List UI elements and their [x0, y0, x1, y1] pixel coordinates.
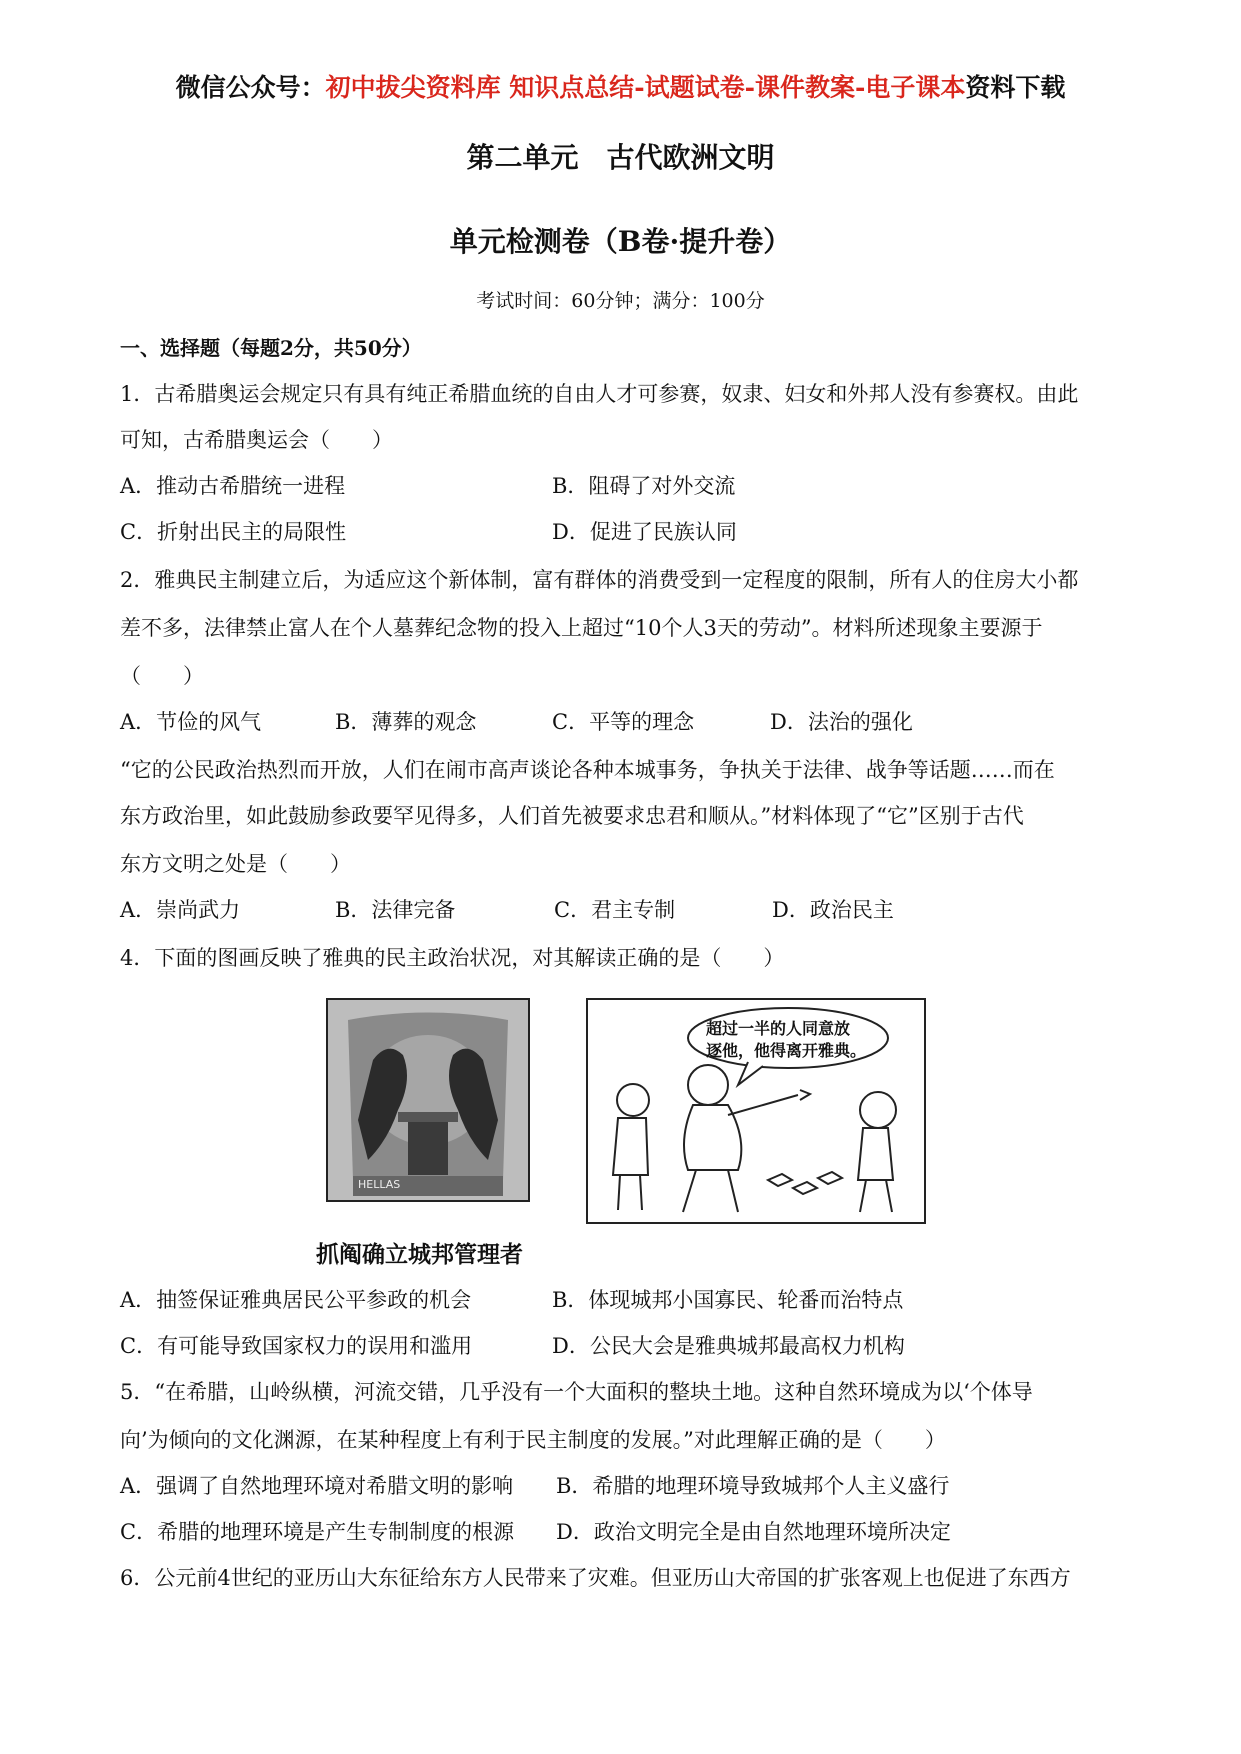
q2-line-1: 2．雅典民主制建立后，为适应这个新体制，富有群体的消费受到一定程度的限制，所有人的住房大小都: [120, 568, 1079, 592]
q2-option-c[interactable]: C．平等的理念: [552, 710, 695, 734]
vase-label: HELLAS: [358, 1178, 401, 1191]
q3-line-2: 东方政治里，如此鼓励参政要罕见得多，人们首先被要求忠君和顺从。”材料体现了“它”区别于古代: [120, 804, 1024, 828]
q5-option-c[interactable]: C．希腊的地理环境是产生专制制度的根源: [120, 1520, 515, 1544]
q2-line-3: （ ）: [120, 664, 204, 688]
section-title: 一、选择题（每题2分，共50分）: [120, 336, 422, 360]
q1-option-d[interactable]: D．促进了民族认同: [552, 520, 737, 544]
page-header: [0, 68, 1241, 104]
q3-line-1: “它的公民政治热烈而开放，人们在闹市高声谈论各种本城事务，争执关于法律、战争等话题……而在: [120, 758, 1055, 782]
q2-option-a[interactable]: A．节俭的风气: [120, 710, 262, 734]
q3-option-d[interactable]: D．政治民主: [772, 898, 894, 922]
q1-option-a[interactable]: A．推动古希腊统一进程: [120, 474, 346, 498]
q1-line-1: 1．古希腊奥运会规定只有具有纯正希腊血统的自由人才可参赛，奴隶、妇女和外邦人没有参赛权。由此: [120, 382, 1079, 406]
q5-option-b[interactable]: B．希腊的地理环境导致城邦个人主义盛行: [556, 1474, 950, 1498]
exam-title: 单元检测卷（B卷·提升卷）: [449, 225, 792, 258]
q3-option-b[interactable]: B．法律完备: [335, 898, 456, 922]
q5-option-d[interactable]: D．政治文明完全是由自然地理环境所决定: [556, 1520, 951, 1544]
vase-caption: 抓阄确立城邦管理者: [316, 1242, 523, 1268]
q4-option-a[interactable]: A．抽签保证雅典居民公平参政的机会: [120, 1288, 472, 1312]
header-highlight[interactable]: 初中拔尖资料库 知识点总结-试题试卷-课件教案-电子课本: [325, 73, 966, 102]
q5-line-1: 5．“在希腊，山岭纵横，河流交错，几乎没有一个大面积的整块土地。这种自然环境成为以‘个体导: [120, 1380, 1033, 1404]
cartoon-bubble-line-2: 逐他，他得离开雅典。: [706, 1041, 867, 1060]
q4-option-c[interactable]: C．有可能导致国家权力的误用和滥用: [120, 1334, 473, 1358]
q1-line-2: 可知，古希腊奥运会（ ）: [120, 428, 393, 452]
unit-title: 第二单元 古代欧洲文明: [466, 141, 775, 174]
vase-drawing: [328, 1000, 528, 1200]
q2-option-b[interactable]: B．薄葬的观念: [335, 710, 477, 734]
q6-line-1: 6．公元前4世纪的亚历山大东征给东方人民带来了灾难。但亚历山大帝国的扩张客观上也促进了东西方: [120, 1566, 1071, 1590]
q3-line-3: 东方文明之处是（ ）: [120, 852, 351, 876]
vase-image: [326, 998, 530, 1202]
q3-option-a[interactable]: A．崇尚武力: [120, 898, 241, 922]
exam-meta: 考试时间：60分钟；满分：100分: [476, 290, 765, 312]
q2-line-2: 差不多，法律禁止富人在个人墓葬纪念物的投入上超过“10个人3天的劳动”。材料所述现象主要源于: [120, 616, 1043, 640]
q1-option-c[interactable]: C．折射出民主的局限性: [120, 520, 347, 544]
q4-option-b[interactable]: B．体现城邦小国寡民、轮番而治特点: [552, 1288, 904, 1312]
cartoon-image: [586, 998, 926, 1224]
header-prefix: 微信公众号：: [175, 73, 326, 102]
q4-option-d[interactable]: D．公民大会是雅典城邦最高权力机构: [552, 1334, 905, 1358]
header-suffix: 资料下载: [965, 73, 1066, 102]
q1-option-b[interactable]: B．阻碍了对外交流: [552, 474, 736, 498]
cartoon-bubble-line-1: 超过一半的人同意放: [706, 1019, 851, 1038]
q5-line-2: 向’为倾向的文化渊源，在某种程度上有利于民主制度的发展。”对此理解正确的是（ ）: [120, 1428, 946, 1452]
q5-option-a[interactable]: A．强调了自然地理环境对希腊文明的影响: [120, 1474, 514, 1498]
q3-option-c[interactable]: C．君主专制: [554, 898, 676, 922]
q2-option-d[interactable]: D．法治的强化: [770, 710, 913, 734]
q4-line-1: 4．下面的图画反映了雅典的民主政治状况，对其解读正确的是（ ）: [120, 946, 785, 970]
